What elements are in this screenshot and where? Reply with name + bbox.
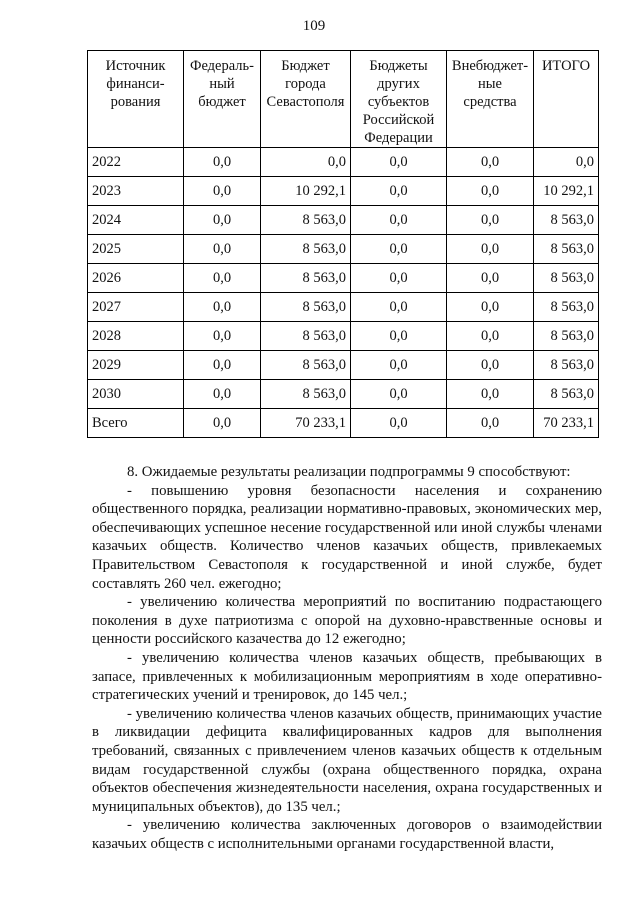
value-cell: 0,0 bbox=[447, 409, 534, 438]
value-cell: 0,0 bbox=[351, 235, 447, 264]
value-cell: 0,0 bbox=[184, 235, 261, 264]
row-label-cell: 2029 bbox=[88, 351, 184, 380]
header-federal: Федераль-ный бюджет bbox=[184, 51, 261, 148]
paragraph: - повышению уровня безопасности населения и сохранению общественного порядка, реализации нормативно-правовых, экономических мер, обеспечивающих успешное несение государственной или иной службы членами казачьих обществ. Количество членов казачьих обществ, привлекаемых Правительством Севастополя к государственной и иной службе, будет составлять 260 чел. ежегодно; bbox=[92, 482, 602, 592]
results-section bbox=[92, 463, 602, 853]
value-cell: 0,0 bbox=[351, 380, 447, 409]
paragraph: 8. Ожидаемые результаты реализации подпрограммы 9 способствуют: bbox=[127, 464, 571, 480]
value-cell: 0,0 bbox=[184, 293, 261, 322]
header-other-subjects: Бюджеты других субъектов Российской Федерации bbox=[351, 51, 447, 148]
row-label-cell: 2026 bbox=[88, 264, 184, 293]
value-cell: 0,0 bbox=[184, 148, 261, 177]
value-cell: 0,0 bbox=[261, 148, 351, 177]
value-cell: 0,0 bbox=[184, 351, 261, 380]
value-cell: 0,0 bbox=[447, 235, 534, 264]
header-source: Источник финанси-рования bbox=[88, 51, 184, 148]
table-row bbox=[88, 177, 599, 206]
row-label-cell: 2022 bbox=[88, 148, 184, 177]
table-row bbox=[88, 148, 599, 177]
row-label-cell: 2024 bbox=[88, 206, 184, 235]
value-cell: 0,0 bbox=[351, 264, 447, 293]
value-cell: 8 563,0 bbox=[261, 206, 351, 235]
header-total: ИТОГО bbox=[534, 51, 599, 148]
value-cell: 8 563,0 bbox=[261, 351, 351, 380]
value-cell: 0,0 bbox=[184, 177, 261, 206]
row-label-cell: 2027 bbox=[88, 293, 184, 322]
value-cell: 0,0 bbox=[351, 206, 447, 235]
row-label-cell: 2025 bbox=[88, 235, 184, 264]
value-cell: 70 233,1 bbox=[261, 409, 351, 438]
table-header-row bbox=[88, 51, 599, 148]
row-label-cell: 2028 bbox=[88, 322, 184, 351]
value-cell: 8 563,0 bbox=[534, 322, 599, 351]
table-row bbox=[88, 322, 599, 351]
value-cell: 70 233,1 bbox=[534, 409, 599, 438]
value-cell: 0,0 bbox=[351, 351, 447, 380]
value-cell: 0,0 bbox=[447, 264, 534, 293]
paragraph: - увеличению количества членов казачьих обществ, принимающих участие в ликвидации дефицита квалифицированных кадров для выполнения требований, связанных с привлечением членов казачьих обществ к отдельным видам государственной службы (охрана общественного порядка, охрана объектов обеспечения жизнедеятельности населения, охрана государственных и муниципальных объектов), до 135 чел.; bbox=[92, 705, 602, 815]
value-cell: 10 292,1 bbox=[534, 177, 599, 206]
page-number: 109 bbox=[302, 18, 326, 34]
value-cell: 0,0 bbox=[184, 264, 261, 293]
table-row bbox=[88, 264, 599, 293]
value-cell: 8 563,0 bbox=[261, 293, 351, 322]
value-cell: 8 563,0 bbox=[534, 235, 599, 264]
value-cell: 0,0 bbox=[447, 206, 534, 235]
table-row bbox=[88, 380, 599, 409]
value-cell: 0,0 bbox=[351, 148, 447, 177]
table-row bbox=[88, 293, 599, 322]
paragraph: - увеличению количества мероприятий по воспитанию подрастающего поколения в духе патриотизма с опорой на духовно-нравственные основы и ценности российского казачества до 12 ежегодно; bbox=[92, 594, 602, 648]
value-cell: 8 563,0 bbox=[261, 380, 351, 409]
value-cell: 0,0 bbox=[447, 148, 534, 177]
table-row bbox=[88, 351, 599, 380]
value-cell: 0,0 bbox=[447, 380, 534, 409]
value-cell: 0,0 bbox=[447, 351, 534, 380]
value-cell: 8 563,0 bbox=[261, 264, 351, 293]
value-cell: 8 563,0 bbox=[534, 351, 599, 380]
value-cell: 0,0 bbox=[351, 322, 447, 351]
value-cell: 0,0 bbox=[184, 206, 261, 235]
row-label-cell: Всего bbox=[88, 409, 184, 438]
header-extrabudget: Внебюджет-ные средства bbox=[447, 51, 534, 148]
row-label-cell: 2023 bbox=[88, 177, 184, 206]
paragraph: - увеличению количества заключенных договоров о взаимодействии казачьих обществ с исполнительными органами государственной власти, bbox=[92, 817, 602, 852]
value-cell: 0,0 bbox=[447, 293, 534, 322]
table-row bbox=[88, 409, 599, 438]
value-cell: 8 563,0 bbox=[261, 235, 351, 264]
value-cell: 8 563,0 bbox=[261, 322, 351, 351]
financing-table bbox=[87, 50, 599, 438]
value-cell: 0,0 bbox=[184, 322, 261, 351]
table-row bbox=[88, 235, 599, 264]
value-cell: 0,0 bbox=[447, 177, 534, 206]
value-cell: 0,0 bbox=[447, 322, 534, 351]
value-cell: 0,0 bbox=[534, 148, 599, 177]
value-cell: 8 563,0 bbox=[534, 380, 599, 409]
value-cell: 0,0 bbox=[351, 293, 447, 322]
value-cell: 0,0 bbox=[184, 380, 261, 409]
table-row bbox=[88, 206, 599, 235]
paragraph: - увеличению количества членов казачьих обществ, пребывающих в запасе, привлеченных к мобилизационным мероприятиям в ходе оперативно-стратегических учений и тренировок, до 145 чел.; bbox=[92, 649, 602, 704]
header-sevastopol: Бюджет города Севастополя bbox=[261, 51, 351, 148]
value-cell: 10 292,1 bbox=[261, 177, 351, 206]
value-cell: 8 563,0 bbox=[534, 206, 599, 235]
value-cell: 0,0 bbox=[184, 409, 261, 438]
value-cell: 8 563,0 bbox=[534, 293, 599, 322]
value-cell: 0,0 bbox=[351, 409, 447, 438]
value-cell: 8 563,0 bbox=[534, 264, 599, 293]
value-cell: 0,0 bbox=[351, 177, 447, 206]
row-label-cell: 2030 bbox=[88, 380, 184, 409]
